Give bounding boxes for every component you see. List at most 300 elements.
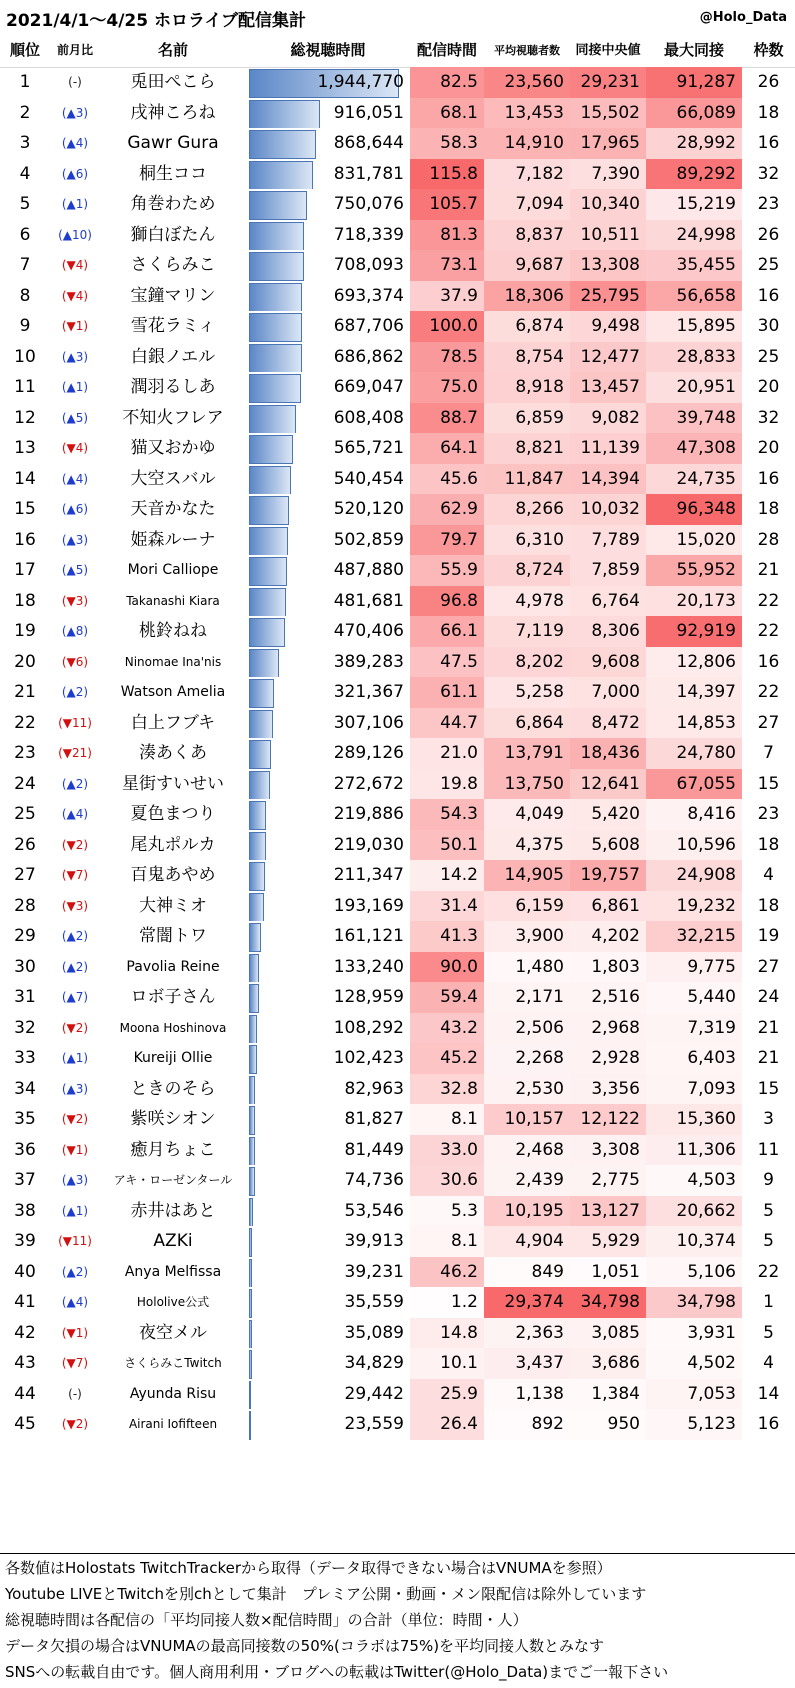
stream-count-cell: 16 — [757, 1414, 780, 1434]
max-viewers-cell — [646, 159, 742, 190]
stream-count-cell: 18 — [757, 499, 780, 519]
median-viewers-cell-value: 3,085 — [591, 1322, 640, 1343]
max-viewers-cell-value: 92,919 — [676, 621, 736, 641]
total-view-hours-cell — [246, 738, 410, 769]
table-row — [0, 799, 795, 830]
rank-change-cell: (▲5) — [61, 410, 89, 425]
table-row — [0, 342, 795, 373]
header-max-viewers: 最大同接 — [663, 41, 724, 59]
median-viewers-cell — [570, 1196, 646, 1227]
max-viewers-cell — [646, 1226, 742, 1257]
table-row — [0, 982, 795, 1013]
rank-cell: 28 — [14, 895, 36, 916]
view-hours-bar — [249, 435, 293, 464]
total-view-hours-cell — [246, 342, 410, 373]
max-viewers-cell-value: 5,106 — [687, 1261, 736, 1282]
max-viewers-cell — [646, 1379, 742, 1410]
avg-viewers-cell-value: 7,119 — [515, 621, 564, 641]
stream-hours-cell — [410, 1287, 484, 1318]
member-name: 大空スバル — [130, 468, 216, 489]
rank-cell: 33 — [14, 1048, 36, 1068]
ranking-table — [0, 34, 795, 1553]
page-title: 2021/4/1～4/25 ホロライブ配信集計 — [6, 11, 306, 31]
max-viewers-cell-value: 10,596 — [676, 834, 736, 855]
rank-change-cell: (▼2) — [61, 1112, 89, 1126]
median-viewers-cell-value: 12,122 — [580, 1109, 640, 1129]
header-name: 名前 — [157, 41, 188, 59]
median-viewers-cell — [570, 982, 646, 1013]
rank-change-cell: (▲1) — [61, 197, 89, 211]
avg-viewers-cell — [484, 1226, 570, 1257]
total-view-hours-cell — [246, 159, 410, 190]
rank-change-cell: (▼7) — [61, 868, 89, 882]
max-viewers-cell-value: 91,287 — [676, 72, 736, 92]
avg-viewers-cell-value: 4,904 — [515, 1231, 564, 1251]
total-view-hours-value: 29,442 — [344, 1383, 404, 1404]
table-row — [0, 1074, 795, 1105]
max-viewers-cell — [646, 1196, 742, 1227]
max-viewers-cell — [646, 403, 742, 434]
rank-cell: 7 — [19, 255, 31, 275]
member-name: AZKi — [153, 1231, 193, 1251]
rank-change-cell: (▲4) — [61, 807, 89, 821]
total-view-hours-value: 193,169 — [333, 895, 404, 916]
max-viewers-cell — [646, 98, 742, 129]
rank-change-cell: (▼2) — [61, 837, 89, 852]
avg-viewers-cell-value: 14,905 — [504, 865, 564, 885]
rank-cell: 18 — [14, 590, 36, 611]
member-name: Pavolia Reine — [126, 958, 220, 975]
view-hours-bar — [249, 1137, 255, 1166]
total-view-hours-cell — [246, 433, 410, 464]
median-viewers-cell-value: 9,608 — [591, 651, 640, 672]
stream-hours-cell — [410, 952, 484, 983]
rank-cell: 6 — [19, 224, 31, 245]
view-hours-bar — [249, 740, 271, 769]
stream-hours-cell-value: 33.0 — [440, 1139, 478, 1160]
stream-hours-cell-value: 8.1 — [450, 1231, 478, 1251]
total-view-hours-cell — [246, 1409, 410, 1440]
median-viewers-cell — [570, 403, 646, 434]
stream-count-cell: 20 — [757, 377, 780, 397]
total-view-hours-cell — [246, 189, 410, 220]
rank-cell: 15 — [14, 499, 36, 519]
rank-cell: 20 — [14, 651, 36, 672]
rank-change-cell: (▲4) — [61, 471, 89, 486]
rank-cell: 37 — [14, 1170, 36, 1190]
max-viewers-cell-value: 7,319 — [687, 1017, 736, 1038]
stream-hours-cell — [410, 616, 484, 647]
max-viewers-cell — [646, 921, 742, 952]
max-viewers-cell-value: 32,215 — [676, 926, 736, 946]
table-row — [0, 586, 795, 617]
stream-hours-cell — [410, 738, 484, 769]
view-hours-bar — [249, 557, 287, 586]
footnote-source: 各数値はHolostats TwitchTrackerから取得（データ取得できない場合はVNUMAを参照） — [5, 1559, 612, 1577]
max-viewers-cell — [646, 67, 742, 98]
stream-hours-cell-value: 96.8 — [440, 590, 478, 611]
total-view-hours-cell — [246, 128, 410, 159]
max-viewers-cell — [646, 555, 742, 586]
member-name: Airani Iofifteen — [128, 1417, 218, 1431]
stream-count-cell: 32 — [757, 407, 780, 428]
table-row — [0, 952, 795, 983]
stream-hours-cell-value: 1.2 — [450, 1292, 478, 1312]
avg-viewers-cell-value: 2,439 — [515, 1170, 564, 1190]
max-viewers-cell — [646, 1318, 742, 1349]
stream-hours-cell — [410, 250, 484, 281]
stream-hours-cell — [410, 494, 484, 525]
stream-hours-cell — [410, 1409, 484, 1440]
total-view-hours-cell — [246, 1196, 410, 1227]
stream-count-cell: 4 — [763, 865, 774, 885]
avg-viewers-cell-value: 13,750 — [504, 773, 564, 794]
total-view-hours-value: 81,449 — [344, 1139, 404, 1160]
max-viewers-cell — [646, 616, 742, 647]
rank-cell: 39 — [14, 1231, 36, 1251]
view-hours-bar — [249, 374, 301, 403]
stream-hours-cell — [410, 1104, 484, 1135]
max-viewers-cell-value: 35,455 — [676, 255, 736, 275]
total-view-hours-cell — [246, 616, 410, 647]
total-view-hours-value: 750,076 — [333, 194, 404, 214]
view-hours-bar — [249, 1411, 251, 1440]
median-viewers-cell-value: 1,803 — [591, 956, 640, 977]
stream-hours-cell-value: 66.1 — [440, 621, 478, 641]
avg-viewers-cell-value: 2,506 — [515, 1017, 564, 1038]
avg-viewers-cell-value: 4,978 — [515, 590, 564, 611]
avg-viewers-cell-value: 9,687 — [515, 255, 564, 275]
avg-viewers-cell — [484, 616, 570, 647]
stream-hours-cell — [410, 281, 484, 312]
stream-count-cell: 22 — [757, 590, 780, 611]
stream-count-cell: 1 — [763, 1292, 774, 1312]
max-viewers-cell-value: 8,416 — [687, 804, 736, 824]
total-view-hours-value: 34,829 — [344, 1353, 404, 1373]
stream-hours-cell-value: 61.1 — [440, 682, 478, 702]
stream-count-cell: 3 — [763, 1109, 774, 1129]
rank-change-cell: (▼1) — [61, 1142, 89, 1157]
member-name: 猫又おかゆ — [130, 438, 216, 458]
avg-viewers-cell-value: 7,182 — [515, 163, 564, 184]
view-hours-bar — [249, 923, 261, 952]
median-viewers-cell-value: 18,436 — [580, 743, 640, 763]
median-viewers-cell — [570, 891, 646, 922]
avg-viewers-cell-value: 7,094 — [515, 194, 564, 214]
member-name: さくらみこTwitch — [124, 1356, 222, 1370]
footnote-definition: 総視聴時間は各配信の「平均同接人数×配信時間」の合計（単位：時間・人） — [5, 1611, 528, 1629]
median-viewers-cell-value: 12,641 — [580, 773, 640, 794]
avg-viewers-cell — [484, 1165, 570, 1196]
stream-hours-cell-value: 81.3 — [440, 224, 478, 245]
total-view-hours-value: 481,681 — [333, 590, 404, 611]
median-viewers-cell — [570, 250, 646, 281]
rank-cell: 23 — [14, 743, 36, 763]
rank-change-cell: (▼3) — [61, 898, 89, 913]
median-viewers-cell-value: 7,789 — [591, 529, 640, 550]
total-view-hours-cell — [246, 220, 410, 251]
stream-hours-cell-value: 90.0 — [440, 956, 478, 977]
member-name: 天音かなた — [130, 499, 216, 519]
stream-hours-cell — [410, 433, 484, 464]
avg-viewers-cell — [484, 1013, 570, 1044]
median-viewers-cell-value: 10,340 — [580, 194, 640, 214]
view-hours-bar — [249, 252, 304, 281]
total-view-hours-cell — [246, 555, 410, 586]
stream-hours-cell-value: 105.7 — [429, 194, 478, 214]
member-name: 癒月ちょこ — [130, 1139, 216, 1160]
stream-hours-cell-value: 54.3 — [440, 804, 478, 824]
stream-hours-cell-value: 14.2 — [440, 865, 478, 885]
stream-count-cell: 26 — [757, 72, 780, 92]
stream-count-cell: 9 — [763, 1170, 774, 1190]
total-view-hours-cell — [246, 1318, 410, 1349]
stream-hours-cell — [410, 67, 484, 98]
total-view-hours-cell — [246, 769, 410, 800]
avg-viewers-cell-value: 8,821 — [515, 438, 564, 458]
avg-viewers-cell-value: 5,258 — [515, 682, 564, 702]
max-viewers-cell — [646, 677, 742, 708]
avg-viewers-cell — [484, 250, 570, 281]
table-row — [0, 860, 795, 891]
rank-cell: 41 — [14, 1292, 36, 1312]
view-hours-bar — [249, 771, 270, 800]
total-view-hours-cell — [246, 1104, 410, 1135]
total-view-hours-cell — [246, 98, 410, 129]
table-row — [0, 647, 795, 678]
stream-hours-cell-value: 32.8 — [440, 1078, 478, 1099]
rank-cell: 25 — [14, 804, 36, 824]
table-row — [0, 220, 795, 251]
member-name: ロボ子さん — [130, 987, 216, 1007]
rank-change-cell: (▲4) — [61, 136, 89, 150]
max-viewers-cell-value: 96,348 — [676, 499, 736, 519]
median-viewers-cell — [570, 464, 646, 495]
view-hours-bar — [249, 893, 264, 922]
avg-viewers-cell-value: 4,049 — [515, 804, 564, 824]
total-view-hours-value: 540,454 — [333, 468, 404, 489]
total-view-hours-value: 133,240 — [333, 956, 404, 977]
total-view-hours-value: 23,559 — [344, 1414, 404, 1434]
total-view-hours-cell — [246, 1135, 410, 1166]
avg-viewers-cell-value: 892 — [531, 1414, 564, 1434]
median-viewers-cell-value: 3,308 — [591, 1139, 640, 1160]
rank-cell: 31 — [14, 987, 36, 1007]
total-view-hours-cell — [246, 1287, 410, 1318]
median-viewers-cell-value: 29,231 — [580, 72, 640, 92]
total-view-hours-cell — [246, 67, 410, 98]
median-viewers-cell-value: 19,757 — [580, 865, 640, 885]
rank-cell: 10 — [14, 346, 36, 367]
max-viewers-cell-value: 15,020 — [676, 529, 736, 550]
stream-hours-cell-value: 68.1 — [440, 102, 478, 123]
stream-hours-cell — [410, 1257, 484, 1288]
stream-count-cell: 15 — [757, 1078, 780, 1099]
view-hours-bar — [249, 1045, 257, 1074]
avg-viewers-cell — [484, 952, 570, 983]
median-viewers-cell — [570, 616, 646, 647]
rank-change-cell: (▼6) — [61, 654, 89, 669]
stream-count-cell: 27 — [757, 712, 780, 733]
max-viewers-cell-value: 20,951 — [676, 377, 736, 397]
median-viewers-cell-value: 4,202 — [591, 926, 640, 946]
total-view-hours-value: 321,367 — [333, 682, 404, 702]
avg-viewers-cell — [484, 769, 570, 800]
avg-viewers-cell — [484, 647, 570, 678]
avg-viewers-cell-value: 11,847 — [504, 468, 564, 489]
max-viewers-cell — [646, 647, 742, 678]
median-viewers-cell — [570, 860, 646, 891]
footnote-missing-data: データ欠損の場合はVNUMAの最高同接数の50%(コラボは75%)を平均同接人数とみなす — [5, 1637, 605, 1655]
avg-viewers-cell — [484, 1043, 570, 1074]
avg-viewers-cell-value: 1,138 — [515, 1383, 564, 1404]
median-viewers-cell-value: 2,928 — [591, 1048, 640, 1068]
median-viewers-cell-value: 6,861 — [591, 895, 640, 916]
rank-cell: 44 — [14, 1383, 36, 1404]
stream-hours-cell-value: 47.5 — [440, 651, 478, 672]
avg-viewers-cell — [484, 1196, 570, 1227]
member-name: Kureiji Ollie — [133, 1050, 213, 1066]
median-viewers-cell-value: 6,764 — [591, 590, 640, 611]
table-row — [0, 281, 795, 312]
view-hours-bar — [249, 1076, 255, 1105]
total-view-hours-cell — [246, 1226, 410, 1257]
total-view-hours-cell — [246, 1379, 410, 1410]
median-viewers-cell-value: 15,502 — [580, 102, 640, 123]
member-name: 角巻わため — [130, 194, 216, 214]
total-view-hours-value: 502,859 — [333, 529, 404, 550]
view-hours-bar — [249, 1198, 253, 1227]
median-viewers-cell — [570, 220, 646, 251]
total-view-hours-cell — [246, 1074, 410, 1105]
max-viewers-cell-value: 7,053 — [687, 1383, 736, 1404]
member-name: 不知火フレア — [122, 407, 224, 428]
stream-hours-cell — [410, 342, 484, 373]
member-name: Gawr Gura — [127, 133, 219, 153]
total-view-hours-value: 35,559 — [344, 1292, 404, 1312]
rank-change-cell: (▲2) — [61, 776, 89, 791]
rank-cell: 40 — [14, 1261, 36, 1282]
median-viewers-cell — [570, 1104, 646, 1135]
rank-change-cell: (▲5) — [61, 563, 89, 577]
stream-hours-cell-value: 30.6 — [440, 1170, 478, 1190]
view-hours-bar — [249, 1015, 257, 1044]
max-viewers-cell — [646, 769, 742, 800]
total-view-hours-cell — [246, 860, 410, 891]
median-viewers-cell — [570, 189, 646, 220]
stream-hours-cell — [410, 708, 484, 739]
median-viewers-cell — [570, 1013, 646, 1044]
member-name: 大神ミオ — [139, 895, 207, 916]
stream-hours-cell — [410, 891, 484, 922]
stream-hours-cell — [410, 1196, 484, 1227]
member-name: 常闇トワ — [139, 926, 207, 946]
stream-hours-cell-value: 45.6 — [440, 468, 478, 489]
total-view-hours-cell — [246, 1348, 410, 1379]
stream-hours-cell — [410, 98, 484, 129]
avg-viewers-cell — [484, 525, 570, 556]
avg-viewers-cell — [484, 159, 570, 190]
max-viewers-cell — [646, 1348, 742, 1379]
max-viewers-cell — [646, 952, 742, 983]
header-avg-viewers: 平均視聴者数 — [494, 44, 560, 57]
view-hours-bar — [249, 649, 279, 678]
table-row — [0, 738, 795, 769]
view-hours-bar — [249, 588, 286, 617]
total-view-hours-cell — [246, 281, 410, 312]
header-median-viewers: 同接中央値 — [575, 43, 641, 58]
avg-viewers-cell — [484, 799, 570, 830]
stream-count-cell: 20 — [757, 438, 780, 458]
rank-change-cell: (▲2) — [61, 685, 89, 699]
max-viewers-cell-value: 11,306 — [676, 1139, 736, 1160]
rank-cell: 35 — [14, 1109, 36, 1129]
rank-cell: 27 — [14, 865, 36, 885]
max-viewers-cell — [646, 1104, 742, 1135]
total-view-hours-value: 128,959 — [333, 987, 404, 1007]
rank-change-cell: (▼1) — [61, 1325, 89, 1340]
avg-viewers-cell — [484, 98, 570, 129]
total-view-hours-value: 102,423 — [333, 1048, 404, 1068]
table-row — [0, 1226, 795, 1257]
avg-viewers-cell — [484, 220, 570, 251]
table-row — [0, 1104, 795, 1135]
median-viewers-cell — [570, 372, 646, 403]
avg-viewers-cell-value: 3,437 — [515, 1353, 564, 1373]
view-hours-bar — [249, 1167, 255, 1196]
median-viewers-cell — [570, 555, 646, 586]
max-viewers-cell — [646, 982, 742, 1013]
median-viewers-cell-value: 950 — [607, 1414, 640, 1434]
avg-viewers-cell — [484, 1257, 570, 1288]
total-view-hours-value: 289,126 — [333, 743, 404, 763]
stream-hours-cell — [410, 586, 484, 617]
rank-change-cell: (▲3) — [61, 105, 89, 120]
member-name: アキ・ローゼンタール — [113, 1173, 233, 1187]
max-viewers-cell-value: 89,292 — [676, 163, 736, 184]
total-view-hours-value: 219,030 — [333, 834, 404, 855]
table-row — [0, 159, 795, 190]
view-hours-bar — [249, 344, 302, 373]
stream-hours-cell — [410, 647, 484, 678]
table-row — [0, 494, 795, 525]
rank-cell: 24 — [14, 773, 36, 794]
table-row — [0, 1165, 795, 1196]
avg-viewers-cell-value: 8,918 — [515, 377, 564, 397]
stream-hours-cell-value: 55.9 — [440, 560, 478, 580]
max-viewers-cell-value: 28,992 — [676, 133, 736, 153]
avg-viewers-cell-value: 8,754 — [515, 346, 564, 367]
view-hours-bar — [249, 405, 296, 434]
stream-hours-cell-value: 115.8 — [429, 163, 478, 184]
rank-change-cell: (▼4) — [61, 441, 89, 455]
max-viewers-cell-value: 4,502 — [687, 1353, 736, 1373]
median-viewers-cell — [570, 952, 646, 983]
median-viewers-cell-value: 1,051 — [591, 1261, 640, 1282]
table-row — [0, 250, 795, 281]
view-hours-bar — [249, 191, 307, 220]
member-name: 兎田ぺこら — [130, 72, 216, 92]
stream-count-cell: 21 — [757, 1048, 780, 1068]
max-viewers-cell-value: 34,798 — [676, 1292, 736, 1312]
max-viewers-cell — [646, 738, 742, 769]
view-hours-bar — [249, 954, 259, 983]
median-viewers-cell — [570, 67, 646, 98]
median-viewers-cell-value: 10,032 — [580, 499, 640, 519]
max-viewers-cell — [646, 1257, 742, 1288]
rank-cell: 2 — [19, 102, 31, 123]
max-viewers-cell-value: 39,748 — [676, 407, 736, 428]
